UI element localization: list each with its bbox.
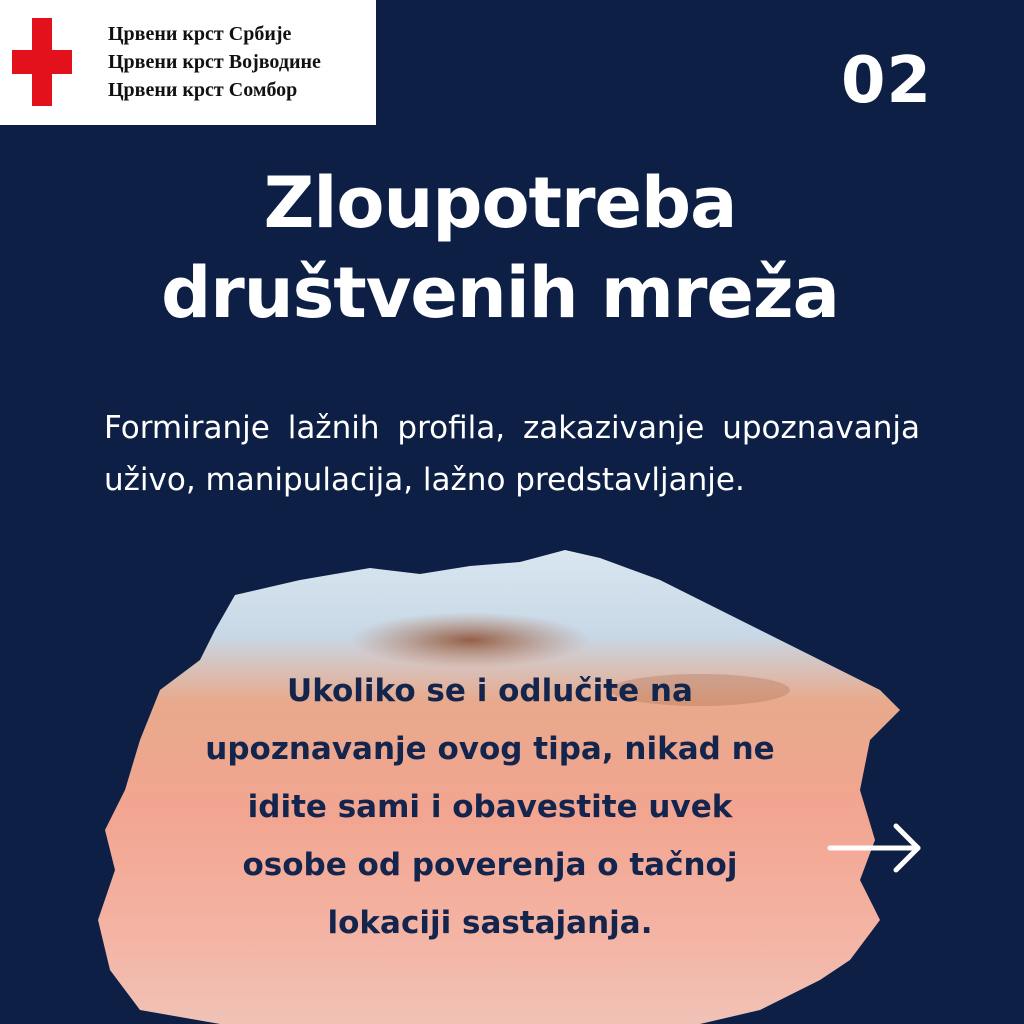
tip-line-5: lokaciji sastajanja. (327, 905, 653, 941)
logo-line-3: Црвени крст Сомбор (108, 79, 298, 101)
tip-line-1: Ukoliko se i odlučite na (287, 673, 693, 709)
description-text: Formiranje lažnih profila, zakazivanje upoznavanja uživo, manipulacija, lažno predstavljanje. (104, 410, 920, 498)
title-line-1: Zloupotreba (263, 162, 737, 244)
logo-line-1: Црвени крст Србије (108, 23, 292, 45)
tip-line-2: upoznavanje ovog tipa, nikad ne (205, 731, 775, 767)
page-title (0, 158, 1000, 338)
tip-line-4: osobe od poverenja o tačnoj (242, 847, 738, 883)
logo-text (108, 20, 321, 104)
tip-line-3: idite sami i obavestite uvek (247, 789, 733, 825)
red-cross-icon (12, 18, 72, 106)
arrow-right-icon[interactable] (826, 818, 926, 878)
page-number: 02 (840, 44, 932, 118)
logo-line-2: Црвени крст Војводине (108, 51, 321, 73)
logo-badge (0, 0, 376, 125)
title-line-2: društvenih mreža (161, 252, 839, 334)
tip-text (140, 662, 840, 952)
